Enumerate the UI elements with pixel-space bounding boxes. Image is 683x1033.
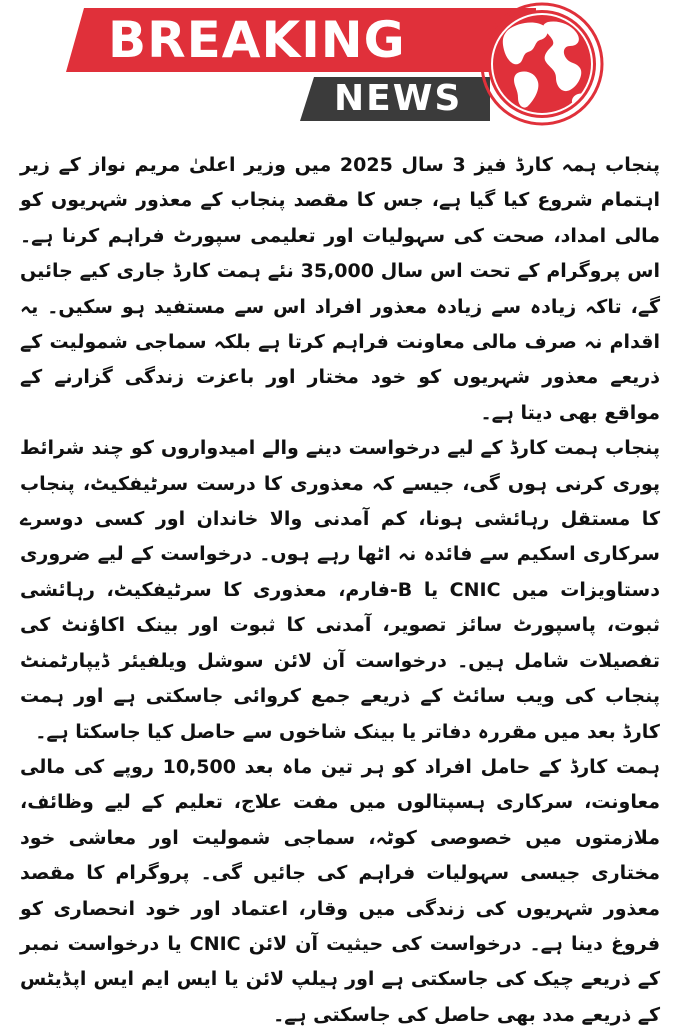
news-label: NEWS — [334, 78, 463, 119]
article-paragraph: ہمت کارڈ کے حامل افراد کو ہر تین ماہ بعد 10,500 روپے کی مالی معاونت، سرکاری ہسپتالوں میں مفت علاج، تعلیم کے لیے وظائف، ملازمتوں میں خصوصی کوٹہ، سماجی شمولیت اور معاشی خود مختاری جیسی سہولیات فراہم کی جائیں گی۔ پروگرام کا مقصد معذور شہریوں کی زندگی میں وقار، اعتماد اور خود انحصاری کو فروغ دینا ہے۔ درخواست کی حیثیت آن لائن CNIC یا درخواست نمبر کے ذریعے چیک کی جاسکتی ہے اور ہیلپ لائن یا ایس ایم ایس اپڈیٹس کے ذریعے مدد بھی حاصل کی جاسکتی ہے۔ — [20, 755, 661, 1026]
article-body — [20, 148, 660, 1033]
breaking-label: BREAKING — [108, 11, 406, 69]
breaking-news-banner — [0, 0, 683, 128]
globe-icon — [478, 2, 608, 126]
article-paragraph: پنجاب ہمت کارڈ کے لیے درخواست دینے والے امیدواروں کو چند شرائط پوری کرنی ہوں گی، جیسے کہ معذوری کا درست سرٹیفکیٹ، پنجاب کا مستقل رہائشی ہونا، کم آمدنی والا خاندان اور کسی دوسرے سرکاری اسکیم سے فائدہ نہ اٹھا رہے ہوں۔ درخواست کے لیے ضروری دستاویزات میں CNIC یا B-فارم، معذوری کا سرٹیفکیٹ، رہائشی ثبوت، پاسپورٹ سائز تصویر، آمدنی کا ثبوت اور بینک اکاؤنٹ کی تفصیلات شامل ہیں۔ درخواست آن لائن سوشل ویلفیئر ڈیپارٹمنٹ پنجاب کی ویب سائٹ کے ذریعے جمع کروائی جاسکتی ہے اور ہمت کارڈ بعد میں مقررہ دفاتر یا بینک شاخوں سے حاصل کیا جاسکتا ہے۔ — [20, 437, 660, 743]
article-paragraph: پنجاب ہمہ کارڈ فیز 3 سال 2025 میں وزیر اعلیٰ مریم نواز کے زیر اہتمام شروع کیا گیا ہے، جس کا مقصد پنجاب کے معذور شہریوں کو مالی امداد، صحت کی سہولیات اور تعلیمی سپورٹ فراہم کرنا ہے۔ اس پروگرام کے تحت اس سال 35,000 نئے ہمت کارڈ جاری کیے جائیں گے، تاکہ زیادہ سے زیادہ معذور افراد اس سے مستفید ہو سکیں۔ یہ اقدام نہ صرف مالی معاونت فراہم کرتا ہے بلکہ سماجی شمولیت کے ذریعے معذور شہریوں کو خود مختار اور باعزت زندگی گزارنے کے مواقع بھی دیتا ہے۔ — [20, 154, 660, 424]
